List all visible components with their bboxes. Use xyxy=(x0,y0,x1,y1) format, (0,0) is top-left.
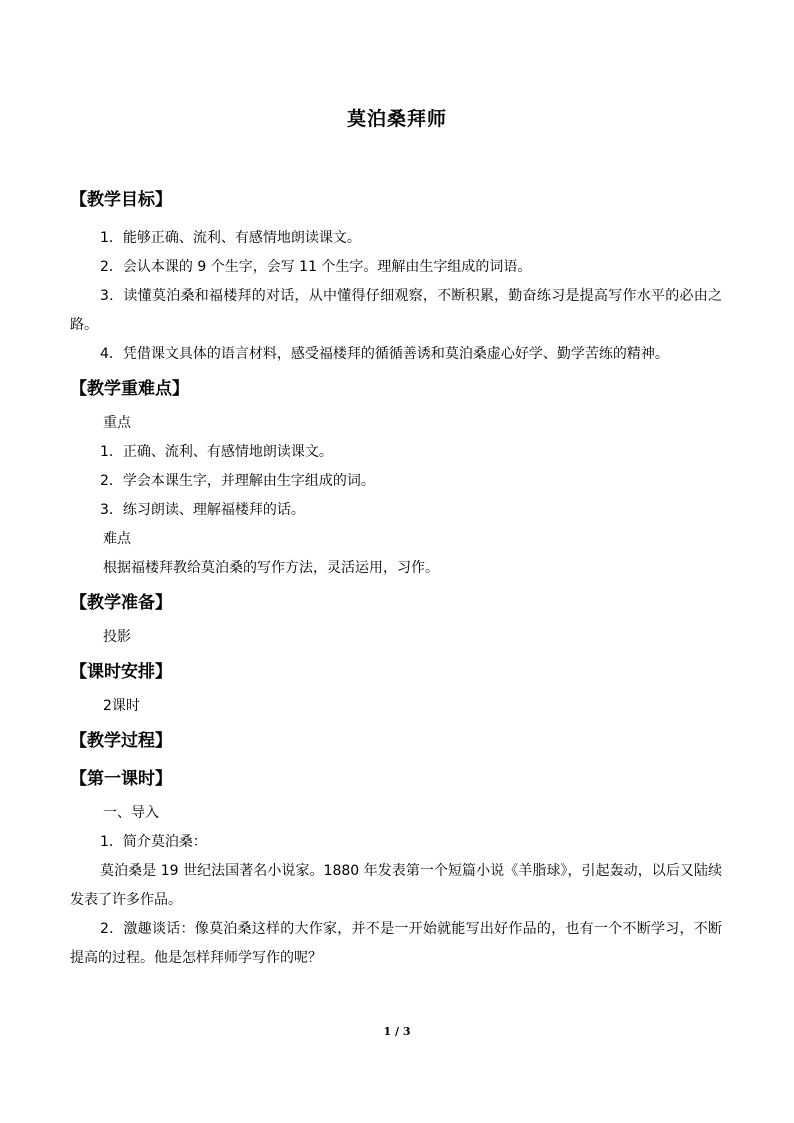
focus-label: 重点 xyxy=(103,415,131,431)
section-heading-process: 【教学过程】 xyxy=(70,731,172,751)
lesson1-item1-text: 莫泊桑是 19 世纪法国著名小说家。1880 年发表第一个短篇小说《羊脂球》，引起轰动，以后又陆续发表了许多作品。 xyxy=(70,863,722,908)
focus-item-1: 1．正确、流利、有感情地朗读课文。 xyxy=(100,444,333,460)
schedule-text: 2课时 xyxy=(103,698,140,714)
page-number: 1 / 3 xyxy=(383,1025,411,1038)
difficulty-label: 难点 xyxy=(103,531,131,547)
lesson1-item2-text: 2．激趣谈话：像莫泊桑这样的大作家，并不是一开始就能写出好作品的，也有一个不断学习，不断提高的过程。他是怎样拜师学写作的呢？ xyxy=(70,921,722,966)
section-heading-key-points: 【教学重难点】 xyxy=(70,379,189,399)
section-heading-goals: 【教学目标】 xyxy=(70,190,172,210)
section-heading-lesson1: 【第一课时】 xyxy=(70,769,172,789)
section-heading-prep: 【教学准备】 xyxy=(70,593,172,613)
intro-label: 一、导入 xyxy=(103,805,159,821)
lesson1-item1-label: 1．简介莫泊桑： xyxy=(100,834,207,850)
goal-item-1: 1．能够正确、流利、有感情地朗读课文。 xyxy=(100,230,361,246)
section-heading-schedule: 【课时安排】 xyxy=(70,662,172,682)
document-body xyxy=(70,186,722,973)
goal-item-4: 4．凭借课文具体的语言材料，感受福楼拜的循循善诱和莫泊桑虚心好学、勤学苦练的精神。 xyxy=(100,346,669,362)
goal-item-3: 3．读懂莫泊桑和福楼拜的对话，从中懂得仔细观察，不断积累，勤奋练习是提高写作水平的必由之路。 xyxy=(70,288,722,333)
focus-item-2: 2．学会本课生字，并理解由生字组成的词。 xyxy=(100,473,375,489)
prep-text: 投影 xyxy=(103,629,131,645)
goal-item-2: 2．会认本课的 9 个生字，会写 11 个生字。理解由生字组成的词语。 xyxy=(100,259,532,275)
difficulty-text: 根据福楼拜教给莫泊桑的写作方法，灵活运用，习作。 xyxy=(103,560,439,576)
document-title: 莫泊桑拜师 xyxy=(346,108,447,130)
focus-item-3: 3．练习朗读、理解福楼拜的话。 xyxy=(100,502,305,518)
